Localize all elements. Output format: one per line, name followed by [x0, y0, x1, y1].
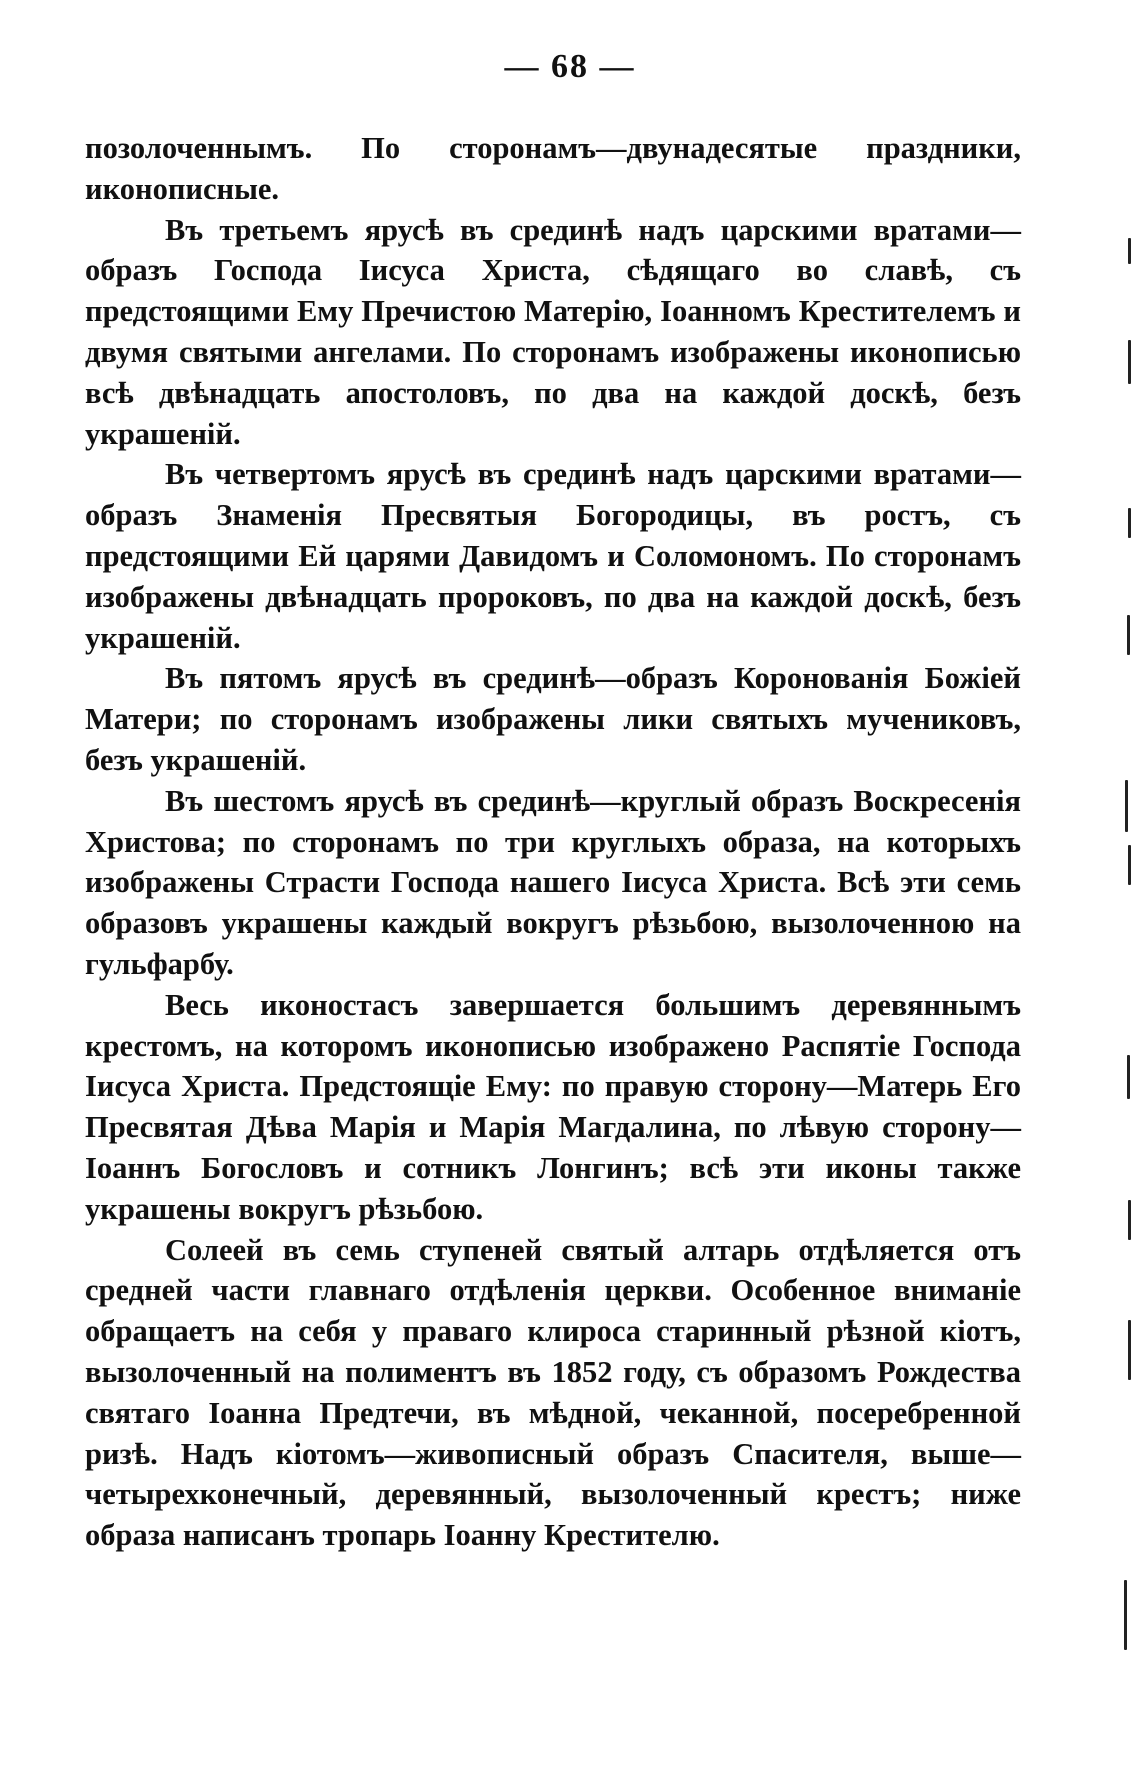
scan-edge-mark [1127, 1055, 1130, 1099]
scan-edge-mark [1128, 340, 1131, 384]
paragraph-7: Солеей въ семь ступеней святый алтарь отдѣляется отъ средней части главнаго отдѣленія церкви. Особенное вниманіе обращаетъ на себя у праваго клироса старинный рѣзной кіотъ, вызолоченный на полиментъ въ 1852 году, съ образомъ Рождества святаго Іоанна Предтечи, въ мѣдной, чеканной, посеребренной ризѣ. Надъ кіотомъ—живописный образъ Спасителя, выше—четырехконечный, деревянный, вызолоченный крестъ; ниже образа написанъ тропарь Іоанну Крестителю. [85, 1232, 1021, 1553]
scan-edge-mark [1125, 780, 1128, 832]
paragraph-5: Въ шестомъ ярусѣ въ срединѣ—круглый образъ Воскресенія Христова; по сторонамъ по три круглыхъ образа, на которыхъ изображены Страсти Господа нашего Іисуса Христа. Всѣ эти семь образовъ украшены каждый вокругъ рѣзьбою, вызолоченною на гульфарбу. [85, 783, 1021, 981]
paragraph-6: Весь иконостасъ завершается большимъ деревяннымъ крестомъ, на которомъ иконописью изображено Распятіе Господа Іисуса Христа. Предстоящіе Ему: по правую сторону—Матерь Его Пресвятая Дѣва Марія и Марія Магдалина, по лѣвую сторону—Іоаннъ Богословъ и сотникъ Лонгинъ; всѣ эти иконы также украшены вокругъ рѣзьбою. [85, 987, 1021, 1226]
paragraph-1: позолоченнымъ. По сторонамъ—двунадесятые праздники, иконописные. [85, 131, 1021, 206]
scan-edge-mark [1128, 1320, 1131, 1380]
scan-edge-mark [1128, 238, 1131, 264]
paragraph-2: Въ третьемъ ярусѣ въ срединѣ надъ царскими вратами—образъ Господа Іисуса Христа, сѣдящаго во славѣ, съ предстоящими Ему Пречистою Матерію, Іоанномъ Крестителемъ и двумя святыми ангелами. По сторонамъ изображены иконописью всѣ двѣнадцать апостоловъ, по два на каждой доскѣ, безъ украшеній. [85, 212, 1021, 451]
scan-edge-mark [1128, 845, 1131, 885]
scan-edge-mark [1128, 1200, 1131, 1240]
scan-edge-mark [1127, 615, 1130, 655]
page-number: — 68 — [504, 48, 636, 85]
paragraph-4: Въ пятомъ ярусѣ въ срединѣ—образъ Коронованія Божіей Матери; по сторонамъ изображены лики святыхъ мучениковъ, безъ украшеній. [85, 661, 1021, 777]
paragraph-3: Въ четвертомъ ярусѣ въ срединѣ надъ царскими вратами—образъ Знаменія Пресвятыя Богородицы, въ ростъ, съ предстоящими Ей царями Давидомъ и Соломономъ. По сторонамъ изображены двѣнадцать пророковъ, по два на каждой доскѣ, безъ украшеній. [85, 457, 1021, 655]
scan-edge-mark [1128, 508, 1131, 538]
scan-edge-mark [1124, 1580, 1127, 1650]
body-text [85, 128, 1021, 1556]
